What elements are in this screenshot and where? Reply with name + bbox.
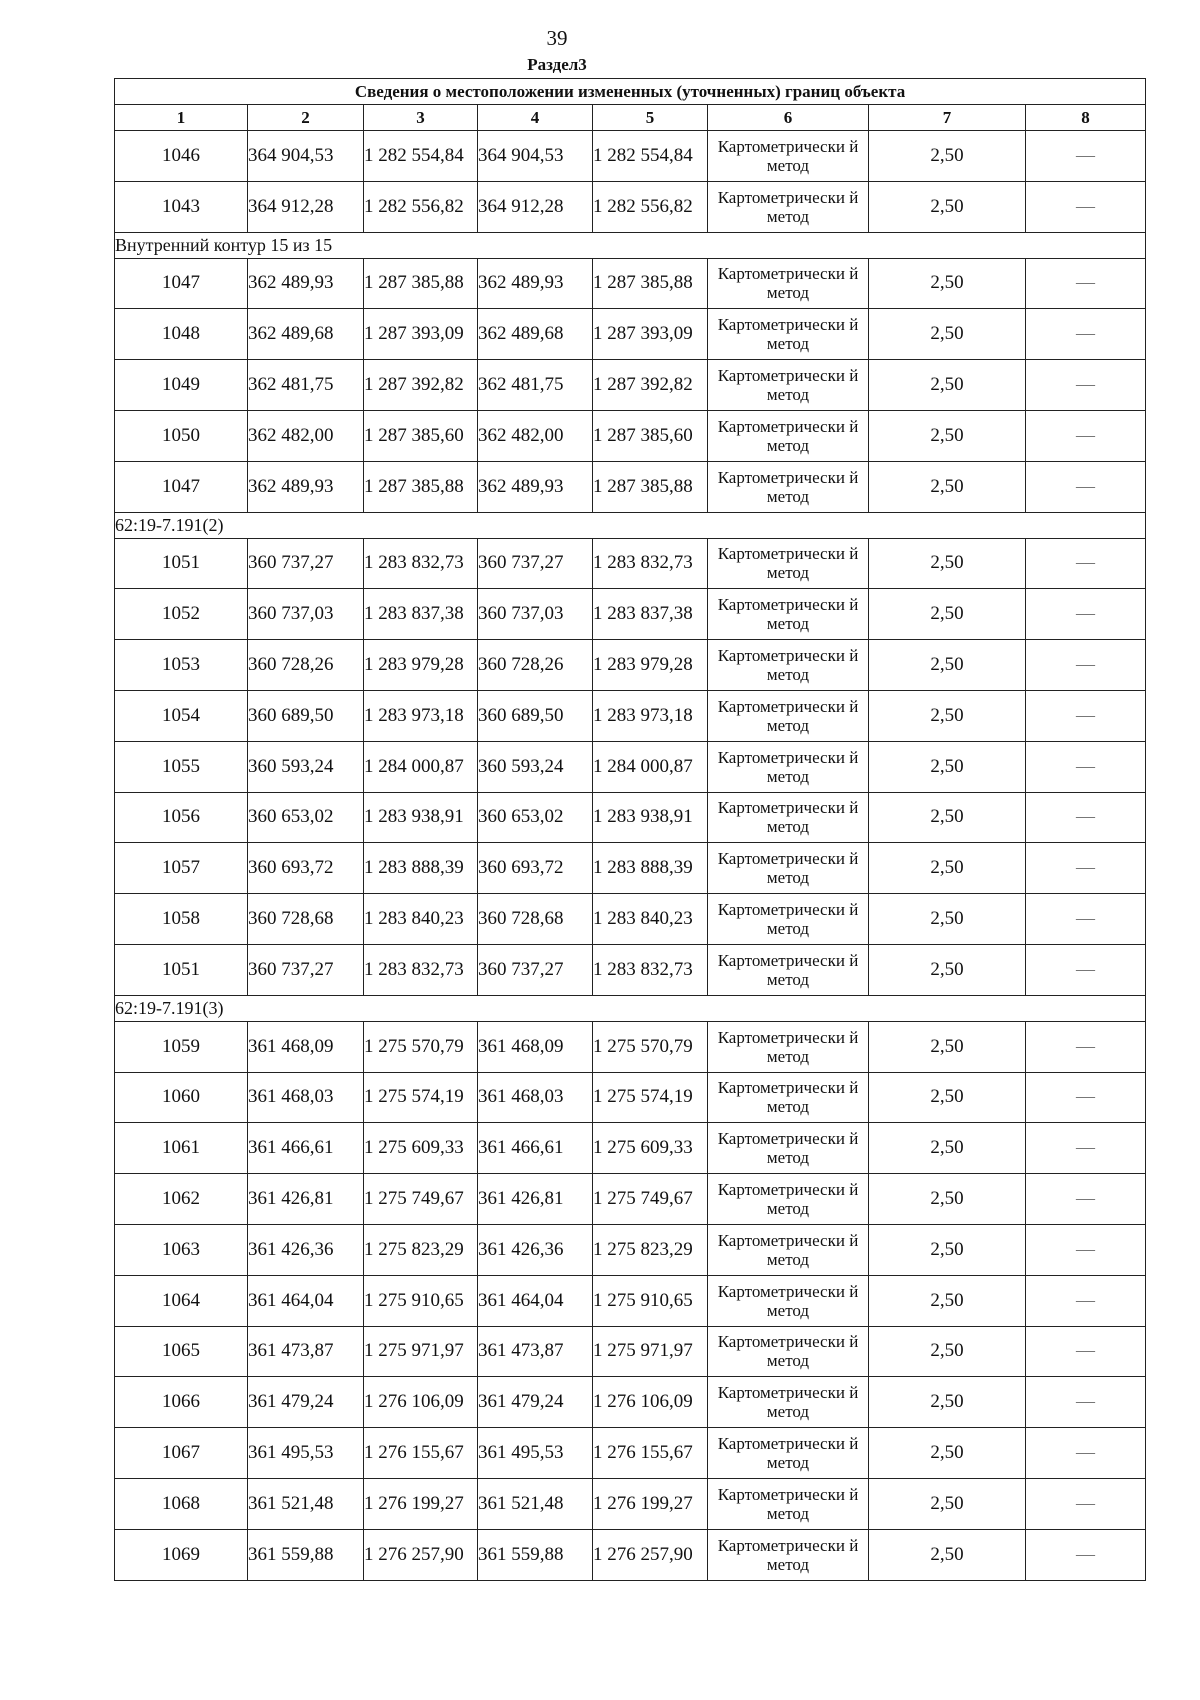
x-new-cell: 361 426,81	[478, 1174, 593, 1225]
contour-label: Внутренний контур 15 из 15	[115, 232, 1146, 258]
y-old-cell: 1 284 000,87	[364, 741, 478, 792]
note-cell: —	[1026, 1478, 1146, 1529]
method-cell: Картометрически й метод	[708, 894, 869, 945]
table-row	[115, 410, 1146, 461]
column-header: 3	[364, 105, 478, 131]
x-new-cell: 361 559,88	[478, 1529, 593, 1580]
y-old-cell: 1 287 392,82	[364, 360, 478, 411]
point-number-cell: 1060	[115, 1072, 248, 1123]
y-new-cell: 1 275 749,67	[593, 1174, 708, 1225]
table-row	[115, 538, 1146, 589]
y-new-cell: 1 283 888,39	[593, 843, 708, 894]
y-old-cell: 1 283 888,39	[364, 843, 478, 894]
note-cell: —	[1026, 309, 1146, 360]
y-old-cell: 1 275 823,29	[364, 1224, 478, 1275]
point-number-cell: 1055	[115, 741, 248, 792]
page-number: 39	[546, 26, 568, 50]
y-new-cell: 1 284 000,87	[593, 741, 708, 792]
y-old-cell: 1 276 155,67	[364, 1428, 478, 1479]
table-row	[115, 258, 1146, 309]
table-row	[115, 690, 1146, 741]
point-number-cell: 1066	[115, 1377, 248, 1428]
note-cell: —	[1026, 258, 1146, 309]
note-cell: —	[1026, 1529, 1146, 1580]
x-old-cell: 360 728,26	[248, 640, 364, 691]
point-number-cell: 1048	[115, 309, 248, 360]
precision-cell: 2,50	[869, 843, 1026, 894]
table-row	[115, 181, 1146, 232]
note-cell: —	[1026, 792, 1146, 843]
x-old-cell: 361 473,87	[248, 1326, 364, 1377]
method-cell: Картометрически й метод	[708, 1478, 869, 1529]
x-new-cell: 362 489,68	[478, 309, 593, 360]
x-old-cell: 361 559,88	[248, 1529, 364, 1580]
note-cell: —	[1026, 1174, 1146, 1225]
boundary-coordinates-table	[114, 78, 1146, 1581]
point-number-cell: 1047	[115, 258, 248, 309]
point-number-cell: 1057	[115, 843, 248, 894]
x-old-cell: 362 489,93	[248, 258, 364, 309]
method-cell: Картометрически й метод	[708, 843, 869, 894]
x-new-cell: 362 481,75	[478, 360, 593, 411]
table-row	[115, 1021, 1146, 1072]
contour-label: 62:19-7.191(2)	[115, 512, 1146, 538]
y-new-cell: 1 283 973,18	[593, 690, 708, 741]
method-cell: Картометрически й метод	[708, 1021, 869, 1072]
x-new-cell: 361 473,87	[478, 1326, 593, 1377]
table-row	[115, 589, 1146, 640]
y-new-cell: 1 287 393,09	[593, 309, 708, 360]
x-new-cell: 360 689,50	[478, 690, 593, 741]
x-new-cell: 361 426,36	[478, 1224, 593, 1275]
table-row	[115, 843, 1146, 894]
precision-cell: 2,50	[869, 538, 1026, 589]
x-old-cell: 361 468,09	[248, 1021, 364, 1072]
contour-label-row	[115, 232, 1146, 258]
x-new-cell: 360 737,27	[478, 538, 593, 589]
table-row	[115, 1072, 1146, 1123]
point-number-cell: 1062	[115, 1174, 248, 1225]
table-row	[115, 944, 1146, 995]
y-old-cell: 1 276 257,90	[364, 1529, 478, 1580]
x-new-cell: 360 728,26	[478, 640, 593, 691]
x-new-cell: 362 482,00	[478, 410, 593, 461]
x-new-cell: 360 737,03	[478, 589, 593, 640]
y-new-cell: 1 283 832,73	[593, 538, 708, 589]
y-old-cell: 1 287 385,88	[364, 461, 478, 512]
point-number-cell: 1046	[115, 131, 248, 182]
point-number-cell: 1061	[115, 1123, 248, 1174]
precision-cell: 2,50	[869, 894, 1026, 945]
table-row	[115, 131, 1146, 182]
x-old-cell: 361 464,04	[248, 1275, 364, 1326]
precision-cell: 2,50	[869, 1326, 1026, 1377]
note-cell: —	[1026, 360, 1146, 411]
note-cell: —	[1026, 538, 1146, 589]
table-row	[115, 741, 1146, 792]
x-new-cell: 360 728,68	[478, 894, 593, 945]
precision-cell: 2,50	[869, 461, 1026, 512]
y-old-cell: 1 276 199,27	[364, 1478, 478, 1529]
x-new-cell: 360 593,24	[478, 741, 593, 792]
x-old-cell: 360 653,02	[248, 792, 364, 843]
x-new-cell: 362 489,93	[478, 461, 593, 512]
x-old-cell: 361 426,81	[248, 1174, 364, 1225]
point-number-cell: 1063	[115, 1224, 248, 1275]
x-old-cell: 360 593,24	[248, 741, 364, 792]
note-cell: —	[1026, 1275, 1146, 1326]
y-new-cell: 1 287 392,82	[593, 360, 708, 411]
table-row	[115, 1174, 1146, 1225]
y-old-cell: 1 275 749,67	[364, 1174, 478, 1225]
x-new-cell: 361 495,53	[478, 1428, 593, 1479]
y-old-cell: 1 283 938,91	[364, 792, 478, 843]
method-cell: Картометрически й метод	[708, 1174, 869, 1225]
point-number-cell: 1047	[115, 461, 248, 512]
point-number-cell: 1053	[115, 640, 248, 691]
method-cell: Картометрически й метод	[708, 1428, 869, 1479]
x-new-cell: 361 468,03	[478, 1072, 593, 1123]
table-caption: Сведения о местоположении измененных (уточненных) границ объекта	[115, 79, 1146, 105]
y-new-cell: 1 287 385,88	[593, 258, 708, 309]
y-old-cell: 1 276 106,09	[364, 1377, 478, 1428]
table-row	[115, 461, 1146, 512]
precision-cell: 2,50	[869, 1377, 1026, 1428]
x-old-cell: 361 466,61	[248, 1123, 364, 1174]
method-cell: Картометрически й метод	[708, 1377, 869, 1428]
x-old-cell: 362 489,93	[248, 461, 364, 512]
x-old-cell: 361 426,36	[248, 1224, 364, 1275]
point-number-cell: 1054	[115, 690, 248, 741]
table-row	[115, 640, 1146, 691]
x-new-cell: 361 464,04	[478, 1275, 593, 1326]
note-cell: —	[1026, 1123, 1146, 1174]
x-old-cell: 361 479,24	[248, 1377, 364, 1428]
precision-cell: 2,50	[869, 258, 1026, 309]
y-old-cell: 1 283 840,23	[364, 894, 478, 945]
column-header: 2	[248, 105, 364, 131]
contour-label-row	[115, 995, 1146, 1021]
x-old-cell: 362 489,68	[248, 309, 364, 360]
table-row	[115, 1123, 1146, 1174]
y-old-cell: 1 275 574,19	[364, 1072, 478, 1123]
precision-cell: 2,50	[869, 640, 1026, 691]
x-new-cell: 362 489,93	[478, 258, 593, 309]
point-number-cell: 1069	[115, 1529, 248, 1580]
y-old-cell: 1 283 832,73	[364, 538, 478, 589]
x-old-cell: 364 912,28	[248, 181, 364, 232]
point-number-cell: 1059	[115, 1021, 248, 1072]
note-cell: —	[1026, 1428, 1146, 1479]
y-new-cell: 1 276 199,27	[593, 1478, 708, 1529]
x-new-cell: 361 479,24	[478, 1377, 593, 1428]
y-new-cell: 1 287 385,88	[593, 461, 708, 512]
y-old-cell: 1 283 832,73	[364, 944, 478, 995]
precision-cell: 2,50	[869, 1275, 1026, 1326]
precision-cell: 2,50	[869, 1021, 1026, 1072]
table-row	[115, 1326, 1146, 1377]
point-number-cell: 1050	[115, 410, 248, 461]
y-old-cell: 1 287 393,09	[364, 309, 478, 360]
note-cell: —	[1026, 1326, 1146, 1377]
column-header: 1	[115, 105, 248, 131]
y-new-cell: 1 275 823,29	[593, 1224, 708, 1275]
precision-cell: 2,50	[869, 1174, 1026, 1225]
y-old-cell: 1 282 556,82	[364, 181, 478, 232]
point-number-cell: 1067	[115, 1428, 248, 1479]
x-old-cell: 360 737,27	[248, 538, 364, 589]
point-number-cell: 1043	[115, 181, 248, 232]
y-old-cell: 1 282 554,84	[364, 131, 478, 182]
precision-cell: 2,50	[869, 741, 1026, 792]
point-number-cell: 1051	[115, 538, 248, 589]
point-number-cell: 1065	[115, 1326, 248, 1377]
method-cell: Картометрически й метод	[708, 461, 869, 512]
x-old-cell: 361 468,03	[248, 1072, 364, 1123]
precision-cell: 2,50	[869, 589, 1026, 640]
precision-cell: 2,50	[869, 181, 1026, 232]
x-new-cell: 361 466,61	[478, 1123, 593, 1174]
note-cell: —	[1026, 131, 1146, 182]
x-old-cell: 361 495,53	[248, 1428, 364, 1479]
x-old-cell: 360 689,50	[248, 690, 364, 741]
x-old-cell: 361 521,48	[248, 1478, 364, 1529]
y-new-cell: 1 276 257,90	[593, 1529, 708, 1580]
note-cell: —	[1026, 944, 1146, 995]
precision-cell: 2,50	[869, 1224, 1026, 1275]
table-row	[115, 1275, 1146, 1326]
note-cell: —	[1026, 894, 1146, 945]
note-cell: —	[1026, 1377, 1146, 1428]
x-old-cell: 360 728,68	[248, 894, 364, 945]
point-number-cell: 1068	[115, 1478, 248, 1529]
contour-label: 62:19-7.191(3)	[115, 995, 1146, 1021]
x-new-cell: 360 693,72	[478, 843, 593, 894]
precision-cell: 2,50	[869, 1072, 1026, 1123]
note-cell: —	[1026, 1072, 1146, 1123]
note-cell: —	[1026, 640, 1146, 691]
y-old-cell: 1 283 973,18	[364, 690, 478, 741]
method-cell: Картометрически й метод	[708, 309, 869, 360]
x-new-cell: 364 904,53	[478, 131, 593, 182]
y-new-cell: 1 283 837,38	[593, 589, 708, 640]
y-old-cell: 1 287 385,88	[364, 258, 478, 309]
y-new-cell: 1 275 910,65	[593, 1275, 708, 1326]
x-new-cell: 361 468,09	[478, 1021, 593, 1072]
table-row	[115, 1377, 1146, 1428]
table-body	[115, 131, 1146, 1581]
method-cell: Картометрически й метод	[708, 1072, 869, 1123]
column-header: 7	[869, 105, 1026, 131]
x-old-cell: 362 482,00	[248, 410, 364, 461]
y-new-cell: 1 275 971,97	[593, 1326, 708, 1377]
column-header: 8	[1026, 105, 1146, 131]
method-cell: Картометрически й метод	[708, 640, 869, 691]
x-old-cell: 360 693,72	[248, 843, 364, 894]
method-cell: Картометрически й метод	[708, 690, 869, 741]
x-old-cell: 362 481,75	[248, 360, 364, 411]
note-cell: —	[1026, 690, 1146, 741]
note-cell: —	[1026, 741, 1146, 792]
point-number-cell: 1056	[115, 792, 248, 843]
note-cell: —	[1026, 589, 1146, 640]
method-cell: Картометрически й метод	[708, 181, 869, 232]
x-old-cell: 360 737,27	[248, 944, 364, 995]
point-number-cell: 1051	[115, 944, 248, 995]
method-cell: Картометрически й метод	[708, 360, 869, 411]
table-row	[115, 360, 1146, 411]
y-old-cell: 1 275 570,79	[364, 1021, 478, 1072]
method-cell: Картометрически й метод	[708, 944, 869, 995]
table-row	[115, 1529, 1146, 1580]
x-new-cell: 361 521,48	[478, 1478, 593, 1529]
y-new-cell: 1 287 385,60	[593, 410, 708, 461]
method-cell: Картометрически й метод	[708, 741, 869, 792]
x-new-cell: 360 737,27	[478, 944, 593, 995]
method-cell: Картометрически й метод	[708, 538, 869, 589]
precision-cell: 2,50	[869, 360, 1026, 411]
precision-cell: 2,50	[869, 1123, 1026, 1174]
y-new-cell: 1 283 832,73	[593, 944, 708, 995]
table-row	[115, 1478, 1146, 1529]
table-row	[115, 309, 1146, 360]
column-header: 6	[708, 105, 869, 131]
method-cell: Картометрически й метод	[708, 589, 869, 640]
contour-label-row	[115, 512, 1146, 538]
precision-cell: 2,50	[869, 410, 1026, 461]
y-new-cell: 1 282 556,82	[593, 181, 708, 232]
precision-cell: 2,50	[869, 944, 1026, 995]
y-old-cell: 1 275 971,97	[364, 1326, 478, 1377]
table-row	[115, 894, 1146, 945]
y-old-cell: 1 283 837,38	[364, 589, 478, 640]
method-cell: Картометрически й метод	[708, 1224, 869, 1275]
note-cell: —	[1026, 1021, 1146, 1072]
y-old-cell: 1 275 609,33	[364, 1123, 478, 1174]
y-new-cell: 1 283 938,91	[593, 792, 708, 843]
point-number-cell: 1058	[115, 894, 248, 945]
x-new-cell: 360 653,02	[478, 792, 593, 843]
y-new-cell: 1 283 840,23	[593, 894, 708, 945]
precision-cell: 2,50	[869, 792, 1026, 843]
section-title: Раздел3	[527, 55, 587, 74]
method-cell: Картометрически й метод	[708, 258, 869, 309]
precision-cell: 2,50	[869, 1478, 1026, 1529]
y-new-cell: 1 275 570,79	[593, 1021, 708, 1072]
note-cell: —	[1026, 461, 1146, 512]
table-row	[115, 1428, 1146, 1479]
precision-cell: 2,50	[869, 131, 1026, 182]
method-cell: Картометрически й метод	[708, 1529, 869, 1580]
point-number-cell: 1052	[115, 589, 248, 640]
y-new-cell: 1 275 609,33	[593, 1123, 708, 1174]
point-number-cell: 1064	[115, 1275, 248, 1326]
method-cell: Картометрически й метод	[708, 131, 869, 182]
y-old-cell: 1 275 910,65	[364, 1275, 478, 1326]
y-new-cell: 1 275 574,19	[593, 1072, 708, 1123]
method-cell: Картометрически й метод	[708, 410, 869, 461]
precision-cell: 2,50	[869, 309, 1026, 360]
precision-cell: 2,50	[869, 1529, 1026, 1580]
column-header: 4	[478, 105, 593, 131]
note-cell: —	[1026, 843, 1146, 894]
y-old-cell: 1 287 385,60	[364, 410, 478, 461]
method-cell: Картометрически й метод	[708, 1123, 869, 1174]
y-new-cell: 1 282 554,84	[593, 131, 708, 182]
method-cell: Картометрически й метод	[708, 1275, 869, 1326]
note-cell: —	[1026, 181, 1146, 232]
note-cell: —	[1026, 1224, 1146, 1275]
y-new-cell: 1 276 155,67	[593, 1428, 708, 1479]
y-new-cell: 1 276 106,09	[593, 1377, 708, 1428]
column-header-row	[115, 105, 1146, 131]
note-cell: —	[1026, 410, 1146, 461]
table-row	[115, 792, 1146, 843]
precision-cell: 2,50	[869, 1428, 1026, 1479]
y-old-cell: 1 283 979,28	[364, 640, 478, 691]
x-old-cell: 364 904,53	[248, 131, 364, 182]
x-new-cell: 364 912,28	[478, 181, 593, 232]
y-new-cell: 1 283 979,28	[593, 640, 708, 691]
method-cell: Картометрически й метод	[708, 792, 869, 843]
point-number-cell: 1049	[115, 360, 248, 411]
method-cell: Картометрически й метод	[708, 1326, 869, 1377]
x-old-cell: 360 737,03	[248, 589, 364, 640]
table-row	[115, 1224, 1146, 1275]
column-header: 5	[593, 105, 708, 131]
precision-cell: 2,50	[869, 690, 1026, 741]
